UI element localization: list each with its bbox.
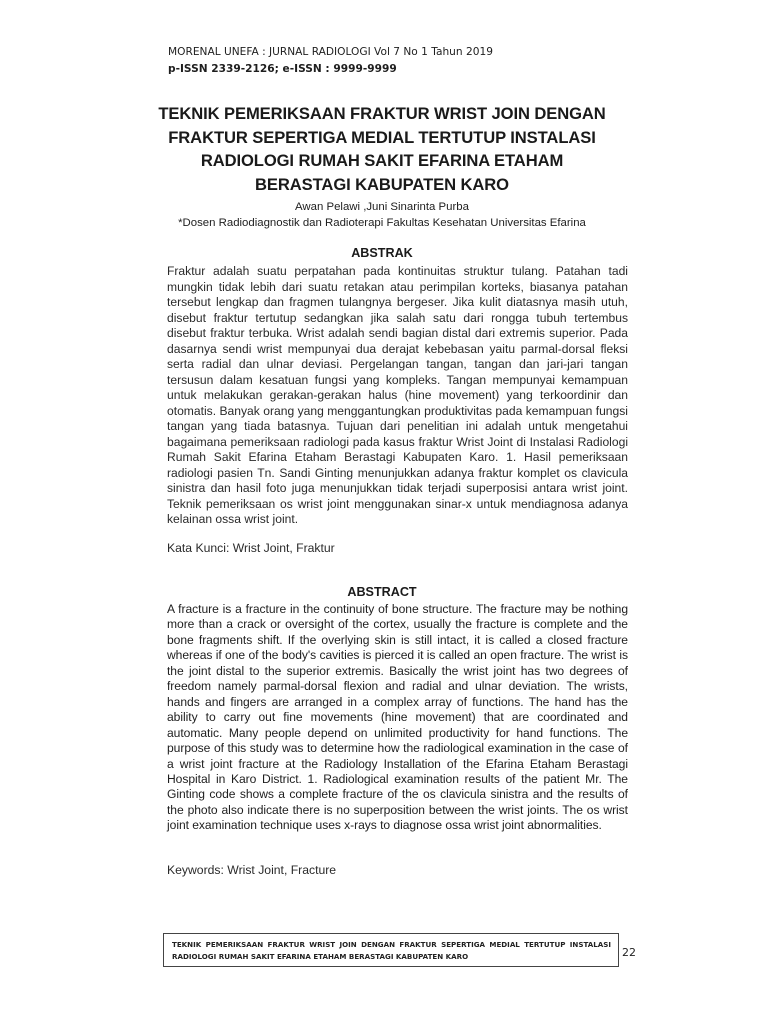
abstrak-body: Fraktur adalah suatu perpatahan pada kontinuitas struktur tulang. Patahan tadi mungkin tidak lebih dari suatu retakan atau perimpilan korteks, biasanya patahan tersebut lengkap dan fragmen tulangnya bergeser. Jika kulit diatasnya masih utuh, disebut fraktur tertutup sedangkan jika salah satu dari rongga tubuh tertembus disebut fraktur terbuka. Wrist adalah sendi bagian distal dari extremis superior. Pada dasarnya sendi wrist mempunyai dua derajat kebebasan yaitu parmal-dorsal fleksi serta radial dan ulnar deviasi. Pergelangan tangan, tangan dan jari-jari tangan tersusun dalam kesatuan fungsi yang kompleks. Tangan mempunyai kemampuan untuk melakukan gerakan-gerakan halus (hine movement) yang terkoordinir dan otomatis. Banyak orang yang menggantungkan produktivitas pada kemampuan fungsi tangan yang tiada batasnya. Tujuan dari penelitian ini adalah untuk mengetahui bagaimana pemeriksaan radiologi pada kasus fraktur Wrist Joint di Instalasi Radiologi Rumah Sakit Efarina Etaham Berastagi Kabupaten Karo. 1. Hasil pemeriksaan radiologi pasien Tn. Sandi Ginting menunjukkan adanya fraktur komplet os clavicula sinistra dan hasil foto juga menunjukkan tidak terjadi superposisi antara wrist joint. Teknik pemeriksaan os wrist joint menggunakan sinar-x untuk mendiagnosa adanya kelainan ossa wrist joint. bbox=[167, 264, 628, 526]
issn-line: p-ISSN 2339-2126; e-ISSN : 9999-9999 bbox=[168, 63, 397, 75]
author-names: Awan Pelawi ,Juni Sinarinta Purba bbox=[295, 201, 469, 213]
page-number: 22 bbox=[622, 946, 636, 959]
abstract-keywords: Keywords: Wrist Joint, Fracture bbox=[167, 863, 337, 877]
journal-name: MORENAL UNEFA : JURNAL RADIOLOGI Vol 7 No 1 Tahun 2019 bbox=[168, 46, 493, 58]
abstrak-keywords: Kata Kunci: Wrist Joint, Fraktur bbox=[167, 541, 335, 555]
footer-line: TEKNIK PEMERIKSAAN FRAKTUR WRIST JOIN DENGAN FRAKTUR SEPERTIGA MEDIAL TERTUTUP INSTALASI bbox=[172, 940, 611, 949]
running-footer bbox=[163, 933, 619, 967]
author-block bbox=[140, 199, 624, 231]
author-affiliation: *Dosen Radiodiagnostik dan Radioterapi Fakultas Kesehatan Universitas Efarina bbox=[178, 217, 586, 229]
title-line: TEKNIK PEMERIKSAAN FRAKTUR WRIST JOIN DENGAN bbox=[158, 104, 606, 123]
abstrak-heading: ABSTRAK bbox=[351, 246, 413, 260]
abstract-heading: ABSTRACT bbox=[347, 585, 417, 599]
title-line: FRAKTUR SEPERTIGA MEDIAL TERTUTUP INSTALASI bbox=[168, 127, 596, 147]
abstract-body: A fracture is a fracture in the continuity of bone structure. The fracture may be nothing more than a crack or oversight of the cortex, usually the fracture is complete and the bone fragments shift. If the overlying skin is still intact, it is called a closed fracture whereas if one of the body's cavities is pierced it is called an open fracture. The wrist is the joint distal to the superior extremis. Basically the wrist joint has two degrees of freedom namely parmal-dorsal flexion and radial and ulnar deviation. The wrists, hands and fingers are arranged in a complex array of functions. The hand has the ability to carry out fine movements (hine movement) that are coordinated and automatic. Many people depend on unlimited productivity for hand functions. The purpose of this study was to determine how the radiological examination in the case of a wrist joint fracture at the Radiology Installation of the Efarina Etaham Berastagi Hospital in Karo District. 1. Radiological examination results of the patient Mr. The Ginting code shows a complete fracture of the os clavicula sinistra and the results of the photo also indicate there is no superposition between the wrist joints. The os wrist joint examination technique uses x-rays to diagnose ossa wrist joint abnormalities. bbox=[167, 602, 628, 833]
journal-header bbox=[168, 44, 493, 78]
footer-line: RADIOLOGI RUMAH SAKIT EFARINA ETAHAM BERASTAGI KABUPATEN KARO bbox=[172, 952, 469, 961]
article-title bbox=[140, 102, 624, 196]
title-line: BERASTAGI KABUPATEN KARO bbox=[255, 174, 509, 194]
title-line: RADIOLOGI RUMAH SAKIT EFARINA ETAHAM bbox=[200, 151, 564, 170]
